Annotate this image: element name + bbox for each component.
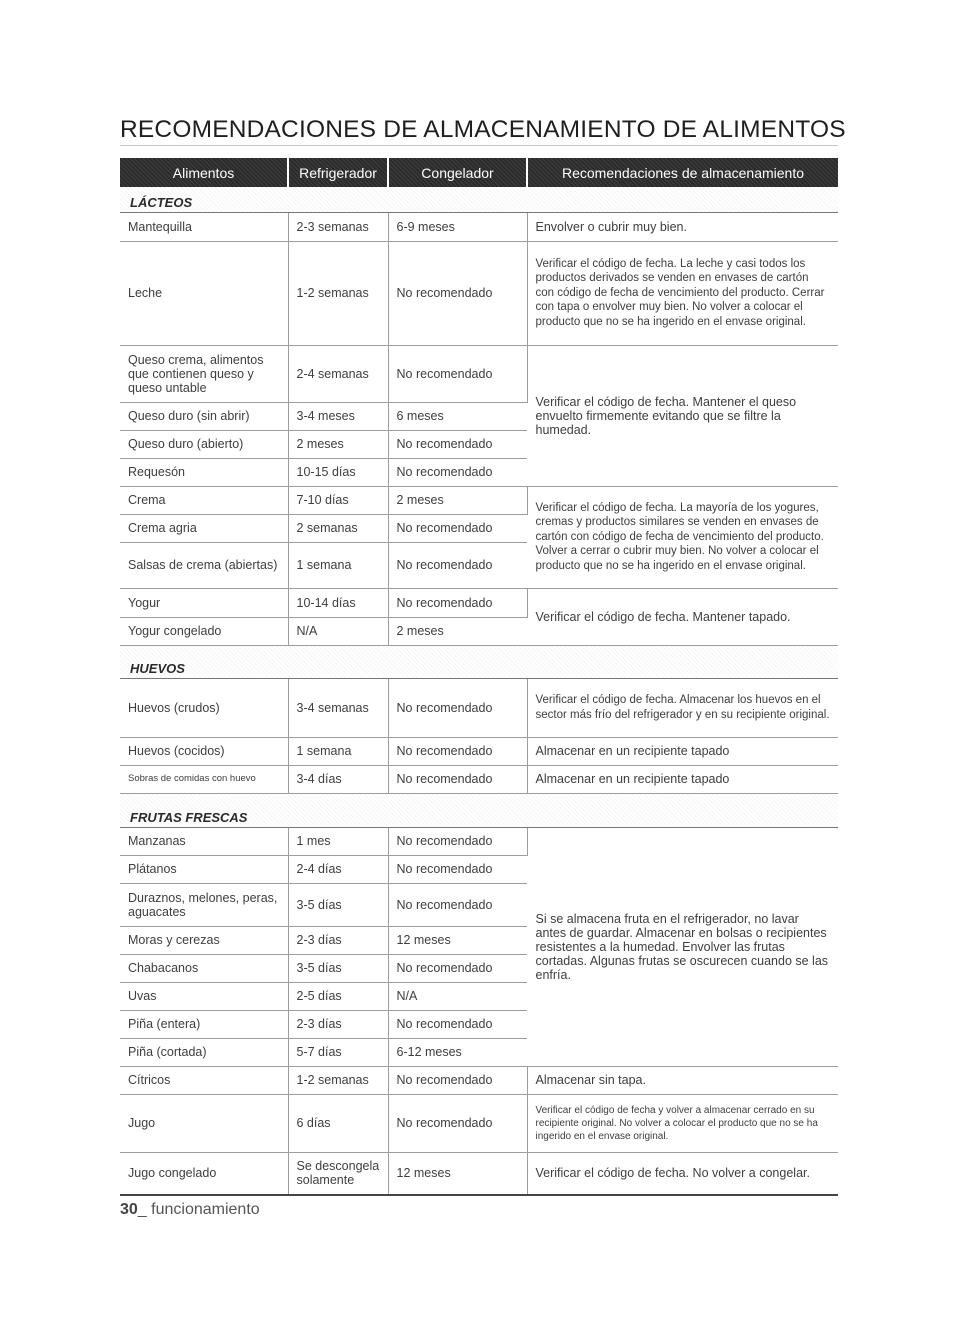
table-row bbox=[120, 678, 838, 737]
fridge-cell: 1 mes bbox=[288, 827, 388, 855]
freezer-cell: 6 meses bbox=[388, 402, 527, 430]
fridge-cell: 3-4 días bbox=[288, 765, 388, 793]
food-cell: Huevos (cocidos) bbox=[120, 737, 288, 765]
table-row bbox=[120, 737, 838, 765]
table-row bbox=[120, 588, 838, 617]
freezer-cell: No recomendado bbox=[388, 954, 527, 982]
fridge-cell: 2 semanas bbox=[288, 514, 388, 542]
page-footer bbox=[120, 1201, 260, 1219]
header-refrigerador: Refrigerador bbox=[288, 158, 388, 187]
header-congelador: Congelador bbox=[388, 158, 527, 187]
freezer-cell: No recomendado bbox=[388, 345, 527, 402]
food-cell: Piña (entera) bbox=[120, 1010, 288, 1038]
freezer-cell: N/A bbox=[388, 982, 527, 1010]
food-cell: Crema bbox=[120, 486, 288, 514]
freezer-cell: No recomendado bbox=[388, 883, 527, 926]
table-row bbox=[120, 212, 838, 241]
food-cell: Manzanas bbox=[120, 827, 288, 855]
freezer-cell: No recomendado bbox=[388, 458, 527, 486]
food-cell: Jugo congelado bbox=[120, 1152, 288, 1195]
food-cell: Sobras de comidas con huevo bbox=[120, 765, 288, 793]
freezer-cell: No recomendado bbox=[388, 678, 527, 737]
food-cell: Plátanos bbox=[120, 855, 288, 883]
fridge-cell: 2-4 días bbox=[288, 855, 388, 883]
section-row bbox=[120, 187, 838, 212]
table-row bbox=[120, 765, 838, 793]
freezer-cell: 6-9 meses bbox=[388, 212, 527, 241]
table-row bbox=[120, 486, 838, 514]
header-recomendaciones: Recomendaciones de almacenamiento bbox=[527, 158, 838, 187]
fridge-cell: 1 semana bbox=[288, 542, 388, 588]
fridge-cell: 2-3 días bbox=[288, 926, 388, 954]
food-cell: Yogur congelado bbox=[120, 617, 288, 645]
freezer-cell: No recomendado bbox=[388, 827, 527, 855]
table-row bbox=[120, 1094, 838, 1152]
food-cell: Leche bbox=[120, 241, 288, 345]
rec-cell: Verificar el código de fecha. Almacenar los huevos en el sector más frío del refrigerador y en su recipiente original. bbox=[527, 678, 838, 737]
fridge-cell: 3-5 días bbox=[288, 883, 388, 926]
rec-cell: Almacenar en un recipiente tapado bbox=[527, 765, 838, 793]
fridge-cell: 2-4 semanas bbox=[288, 345, 388, 402]
rec-cell: Si se almacena fruta en el refrigerador, no lavar antes de guardar. Almacenar en bolsas o recipientes resistentes a la humedad. Envolver las frutas cortadas. Algunas frutas se oscurecen cuando se las enfría. bbox=[527, 827, 838, 1066]
page-number: 30 bbox=[120, 1201, 138, 1218]
food-cell: Requesón bbox=[120, 458, 288, 486]
freezer-cell: 6-12 meses bbox=[388, 1038, 527, 1066]
food-cell: Mantequilla bbox=[120, 212, 288, 241]
fridge-cell: 3-4 semanas bbox=[288, 678, 388, 737]
freezer-cell: No recomendado bbox=[388, 241, 527, 345]
food-cell: Yogur bbox=[120, 588, 288, 617]
page-title: RECOMENDACIONES DE ALMACENAMIENTO DE ALIMENTOS bbox=[120, 116, 846, 143]
table-row bbox=[120, 827, 838, 855]
rec-cell: Verificar el código de fecha. La mayoría de los yogures, cremas y productos similares se venden en envases de cartón con código de fecha de vencimiento del producto. Volver a cerrar o cubrir muy bien. No volver a colocar el producto que no se ha ingerido en el envase original. bbox=[527, 486, 838, 588]
header-alimentos: Alimentos bbox=[120, 158, 288, 187]
fridge-cell: 10-14 días bbox=[288, 588, 388, 617]
fridge-cell: 2 meses bbox=[288, 430, 388, 458]
freezer-cell: No recomendado bbox=[388, 1066, 527, 1094]
freezer-cell: No recomendado bbox=[388, 514, 527, 542]
freezer-cell: No recomendado bbox=[388, 855, 527, 883]
freezer-cell: 12 meses bbox=[388, 1152, 527, 1195]
freezer-cell: No recomendado bbox=[388, 542, 527, 588]
food-cell: Piña (cortada) bbox=[120, 1038, 288, 1066]
food-cell: Queso duro (abierto) bbox=[120, 430, 288, 458]
rec-cell: Verificar el código de fecha. Mantener tapado. bbox=[527, 588, 838, 645]
rec-cell: Almacenar sin tapa. bbox=[527, 1066, 838, 1094]
fridge-cell: Se descongela solamente bbox=[288, 1152, 388, 1195]
fridge-cell: 1 semana bbox=[288, 737, 388, 765]
fridge-cell: 7-10 días bbox=[288, 486, 388, 514]
section-lacteos: LÁCTEOS bbox=[120, 187, 838, 212]
section-huevos: HUEVOS bbox=[120, 645, 838, 678]
food-cell: Queso duro (sin abrir) bbox=[120, 402, 288, 430]
food-cell: Chabacanos bbox=[120, 954, 288, 982]
section-frutas-frescas: FRUTAS FRESCAS bbox=[120, 793, 838, 827]
table-row bbox=[120, 241, 838, 345]
food-cell: Jugo bbox=[120, 1094, 288, 1152]
fridge-cell: 3-4 meses bbox=[288, 402, 388, 430]
rec-cell: Verificar el código de fecha. No volver a congelar. bbox=[527, 1152, 838, 1195]
table-header-row bbox=[120, 158, 838, 187]
fridge-cell: 3-5 días bbox=[288, 954, 388, 982]
rec-cell: Envolver o cubrir muy bien. bbox=[527, 212, 838, 241]
fridge-cell: 2-5 días bbox=[288, 982, 388, 1010]
fridge-cell: 2-3 días bbox=[288, 1010, 388, 1038]
fridge-cell: 2-3 semanas bbox=[288, 212, 388, 241]
freezer-cell: No recomendado bbox=[388, 1094, 527, 1152]
food-cell: Queso crema, alimentos que contienen queso y queso untable bbox=[120, 345, 288, 402]
food-cell: Cítricos bbox=[120, 1066, 288, 1094]
section-row bbox=[120, 793, 838, 827]
food-cell: Salsas de crema (abiertas) bbox=[120, 542, 288, 588]
freezer-cell: 2 meses bbox=[388, 617, 527, 645]
food-cell: Huevos (crudos) bbox=[120, 678, 288, 737]
title-divider bbox=[120, 145, 838, 146]
fridge-cell: 5-7 días bbox=[288, 1038, 388, 1066]
table-row bbox=[120, 1152, 838, 1195]
rec-cell: Verificar el código de fecha y volver a almacenar cerrado en su recipiente original. No volver a colocar el producto que no se ha ingerido en el envase original. bbox=[527, 1094, 838, 1152]
food-cell: Duraznos, melones, peras, aguacates bbox=[120, 883, 288, 926]
food-cell: Moras y cerezas bbox=[120, 926, 288, 954]
table-row bbox=[120, 345, 838, 402]
freezer-cell: No recomendado bbox=[388, 588, 527, 617]
fridge-cell: 10-15 días bbox=[288, 458, 388, 486]
freezer-cell: No recomendado bbox=[388, 1010, 527, 1038]
rec-cell: Almacenar en un recipiente tapado bbox=[527, 737, 838, 765]
freezer-cell: No recomendado bbox=[388, 430, 527, 458]
table-row bbox=[120, 1066, 838, 1094]
food-storage-table bbox=[120, 158, 838, 1196]
freezer-cell: 12 meses bbox=[388, 926, 527, 954]
food-cell: Crema agria bbox=[120, 514, 288, 542]
fridge-cell: 1-2 semanas bbox=[288, 241, 388, 345]
fridge-cell: N/A bbox=[288, 617, 388, 645]
fridge-cell: 1-2 semanas bbox=[288, 1066, 388, 1094]
fridge-cell: 6 días bbox=[288, 1094, 388, 1152]
rec-cell: Verificar el código de fecha. Mantener el queso envuelto firmemente evitando que se filtre la humedad. bbox=[527, 345, 838, 486]
freezer-cell: 2 meses bbox=[388, 486, 527, 514]
section-name: _ funcionamiento bbox=[137, 1201, 260, 1218]
food-cell: Uvas bbox=[120, 982, 288, 1010]
freezer-cell: No recomendado bbox=[388, 737, 527, 765]
section-row bbox=[120, 645, 838, 678]
rec-cell: Verificar el código de fecha. La leche y casi todos los productos derivados se venden en envases de cartón con código de fecha de vencimiento del producto. Cerrar con tapa o envolver muy bien. No volver a colocar el producto que no se ha ingerido en el envase original. bbox=[527, 241, 838, 345]
freezer-cell: No recomendado bbox=[388, 765, 527, 793]
